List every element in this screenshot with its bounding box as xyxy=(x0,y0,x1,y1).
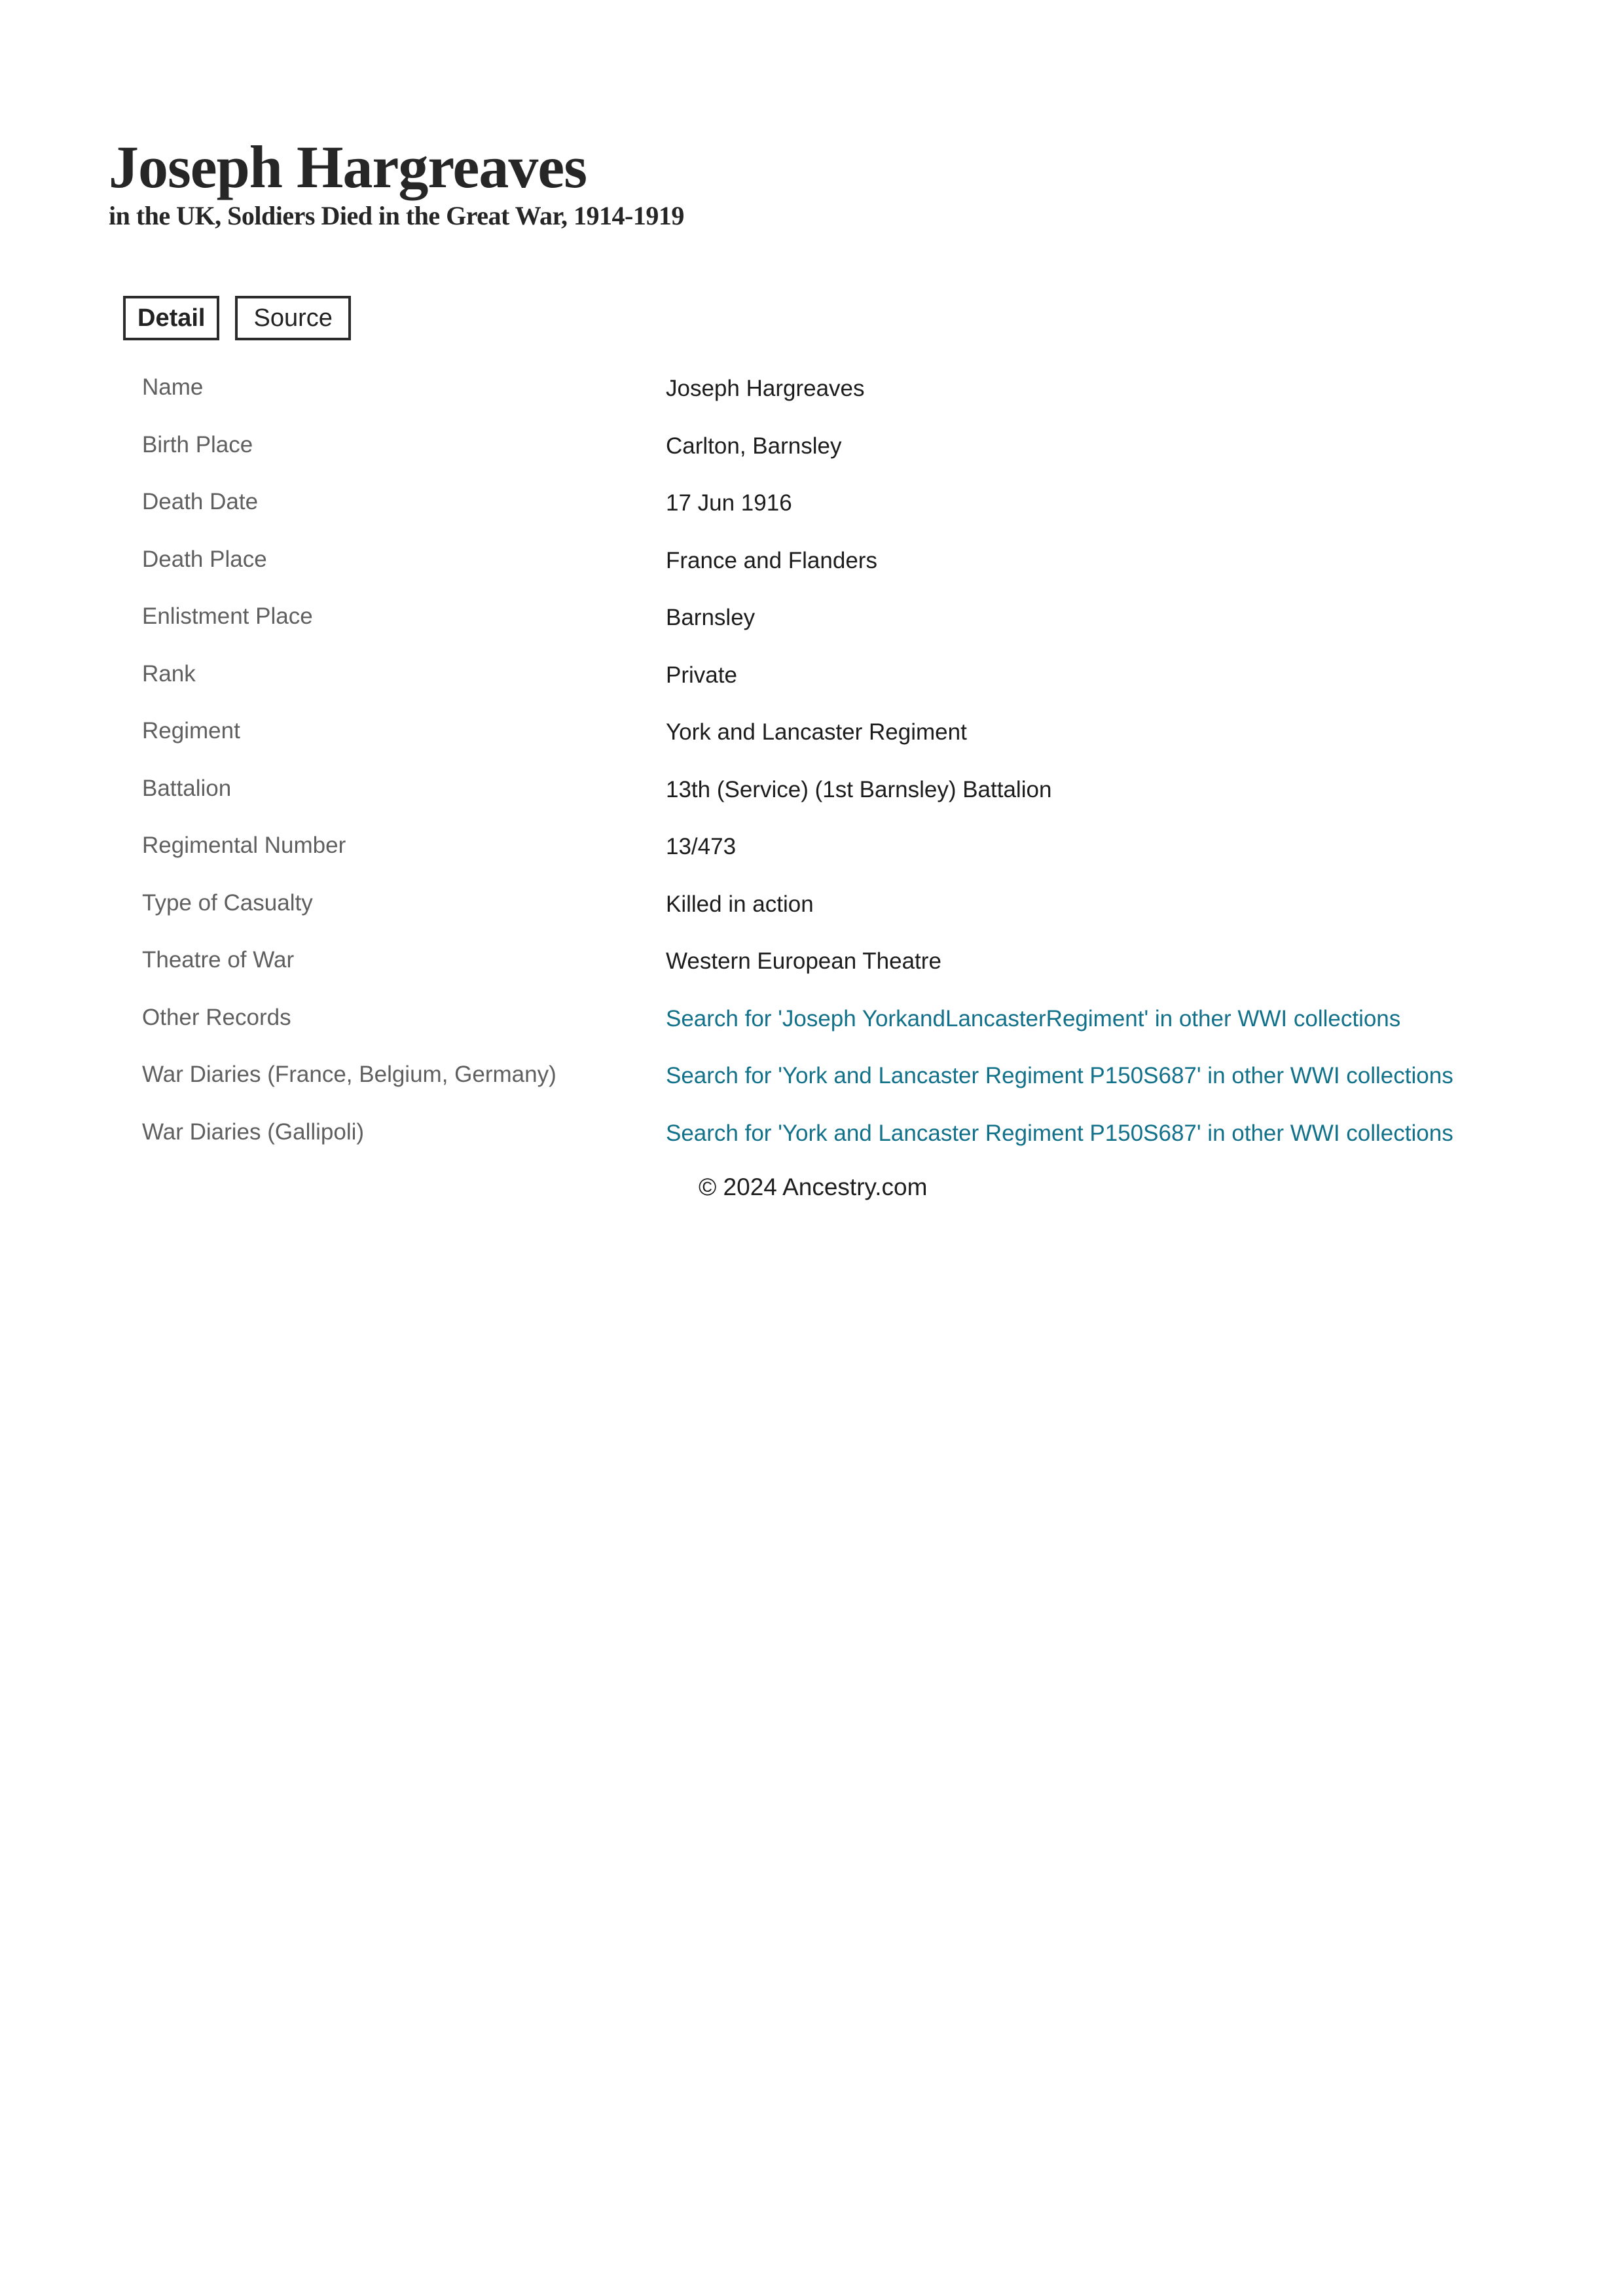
record-row-regimental-number xyxy=(142,825,1582,882)
record-value: 13th (Service) (1st Barnsley) Battalion xyxy=(666,776,1052,802)
record-row-other-records xyxy=(142,997,1582,1054)
record-label: Other Records xyxy=(142,1004,291,1030)
collection-subtitle: in the UK, Soldiers Died in the Great War, 1914-1919 xyxy=(109,201,684,230)
record-label: Rank xyxy=(142,660,196,687)
record-value: Joseph Hargreaves xyxy=(666,376,865,401)
tab-source[interactable]: Source xyxy=(235,296,350,340)
record-label: Enlistment Place xyxy=(142,603,313,629)
record-label: Name xyxy=(142,374,204,400)
record-label: Theatre of War xyxy=(142,947,295,973)
record-value: Private xyxy=(666,662,737,688)
record-label: War Diaries (France, Belgium, Germany) xyxy=(142,1062,556,1087)
record-row-war-diaries-france xyxy=(142,1054,1582,1111)
record-details xyxy=(142,367,1582,1168)
record-label: Birth Place xyxy=(142,431,253,457)
war-diaries-france-search-link[interactable]: Search for 'York and Lancaster Regiment P150S687' in other WWI collections xyxy=(666,1063,1453,1088)
war-diaries-gallipoli-search-link[interactable]: Search for 'York and Lancaster Regiment P150S687' in other WWI collections xyxy=(666,1120,1453,1146)
record-row-death-place xyxy=(142,539,1582,596)
record-value: 17 Jun 1916 xyxy=(666,490,792,516)
other-records-search-link[interactable]: Search for 'Joseph YorkandLancasterRegiment' in other WWI collections xyxy=(666,1005,1401,1031)
record-row-birth-place xyxy=(142,424,1582,482)
record-row-type-of-casualty xyxy=(142,882,1582,940)
tab-detail[interactable]: Detail xyxy=(123,296,219,340)
record-value: 13/473 xyxy=(666,834,737,859)
record-row-regiment xyxy=(142,710,1582,768)
record-value: Carlton, Barnsley xyxy=(666,433,842,459)
record-row-death-date xyxy=(142,481,1582,539)
record-label: Death Place xyxy=(142,546,267,572)
record-label: Regiment xyxy=(142,718,240,744)
record-label: Type of Casualty xyxy=(142,889,313,916)
page-title: Joseph Hargreaves xyxy=(109,134,587,200)
record-row-war-diaries-gallipoli xyxy=(142,1111,1582,1169)
record-value: Western European Theatre xyxy=(666,948,941,974)
record-row-theatre-of-war xyxy=(142,939,1582,997)
record-row-battalion xyxy=(142,768,1582,825)
record-header xyxy=(109,134,1484,232)
record-value: France and Flanders xyxy=(666,547,877,573)
record-label: Battalion xyxy=(142,775,232,801)
record-label: War Diaries (Gallipoli) xyxy=(142,1119,365,1145)
tab-bar xyxy=(123,296,351,340)
record-label: Regimental Number xyxy=(142,833,346,858)
record-value: Barnsley xyxy=(666,605,756,630)
record-row-rank xyxy=(142,653,1582,711)
record-label: Death Date xyxy=(142,489,259,514)
record-value: York and Lancaster Regiment xyxy=(666,719,967,745)
copyright-footer: © 2024 Ancestry.com xyxy=(699,1174,928,1200)
record-row-enlistment-place xyxy=(142,596,1582,653)
record-row-name xyxy=(142,367,1582,424)
record-value: Killed in action xyxy=(666,891,814,917)
